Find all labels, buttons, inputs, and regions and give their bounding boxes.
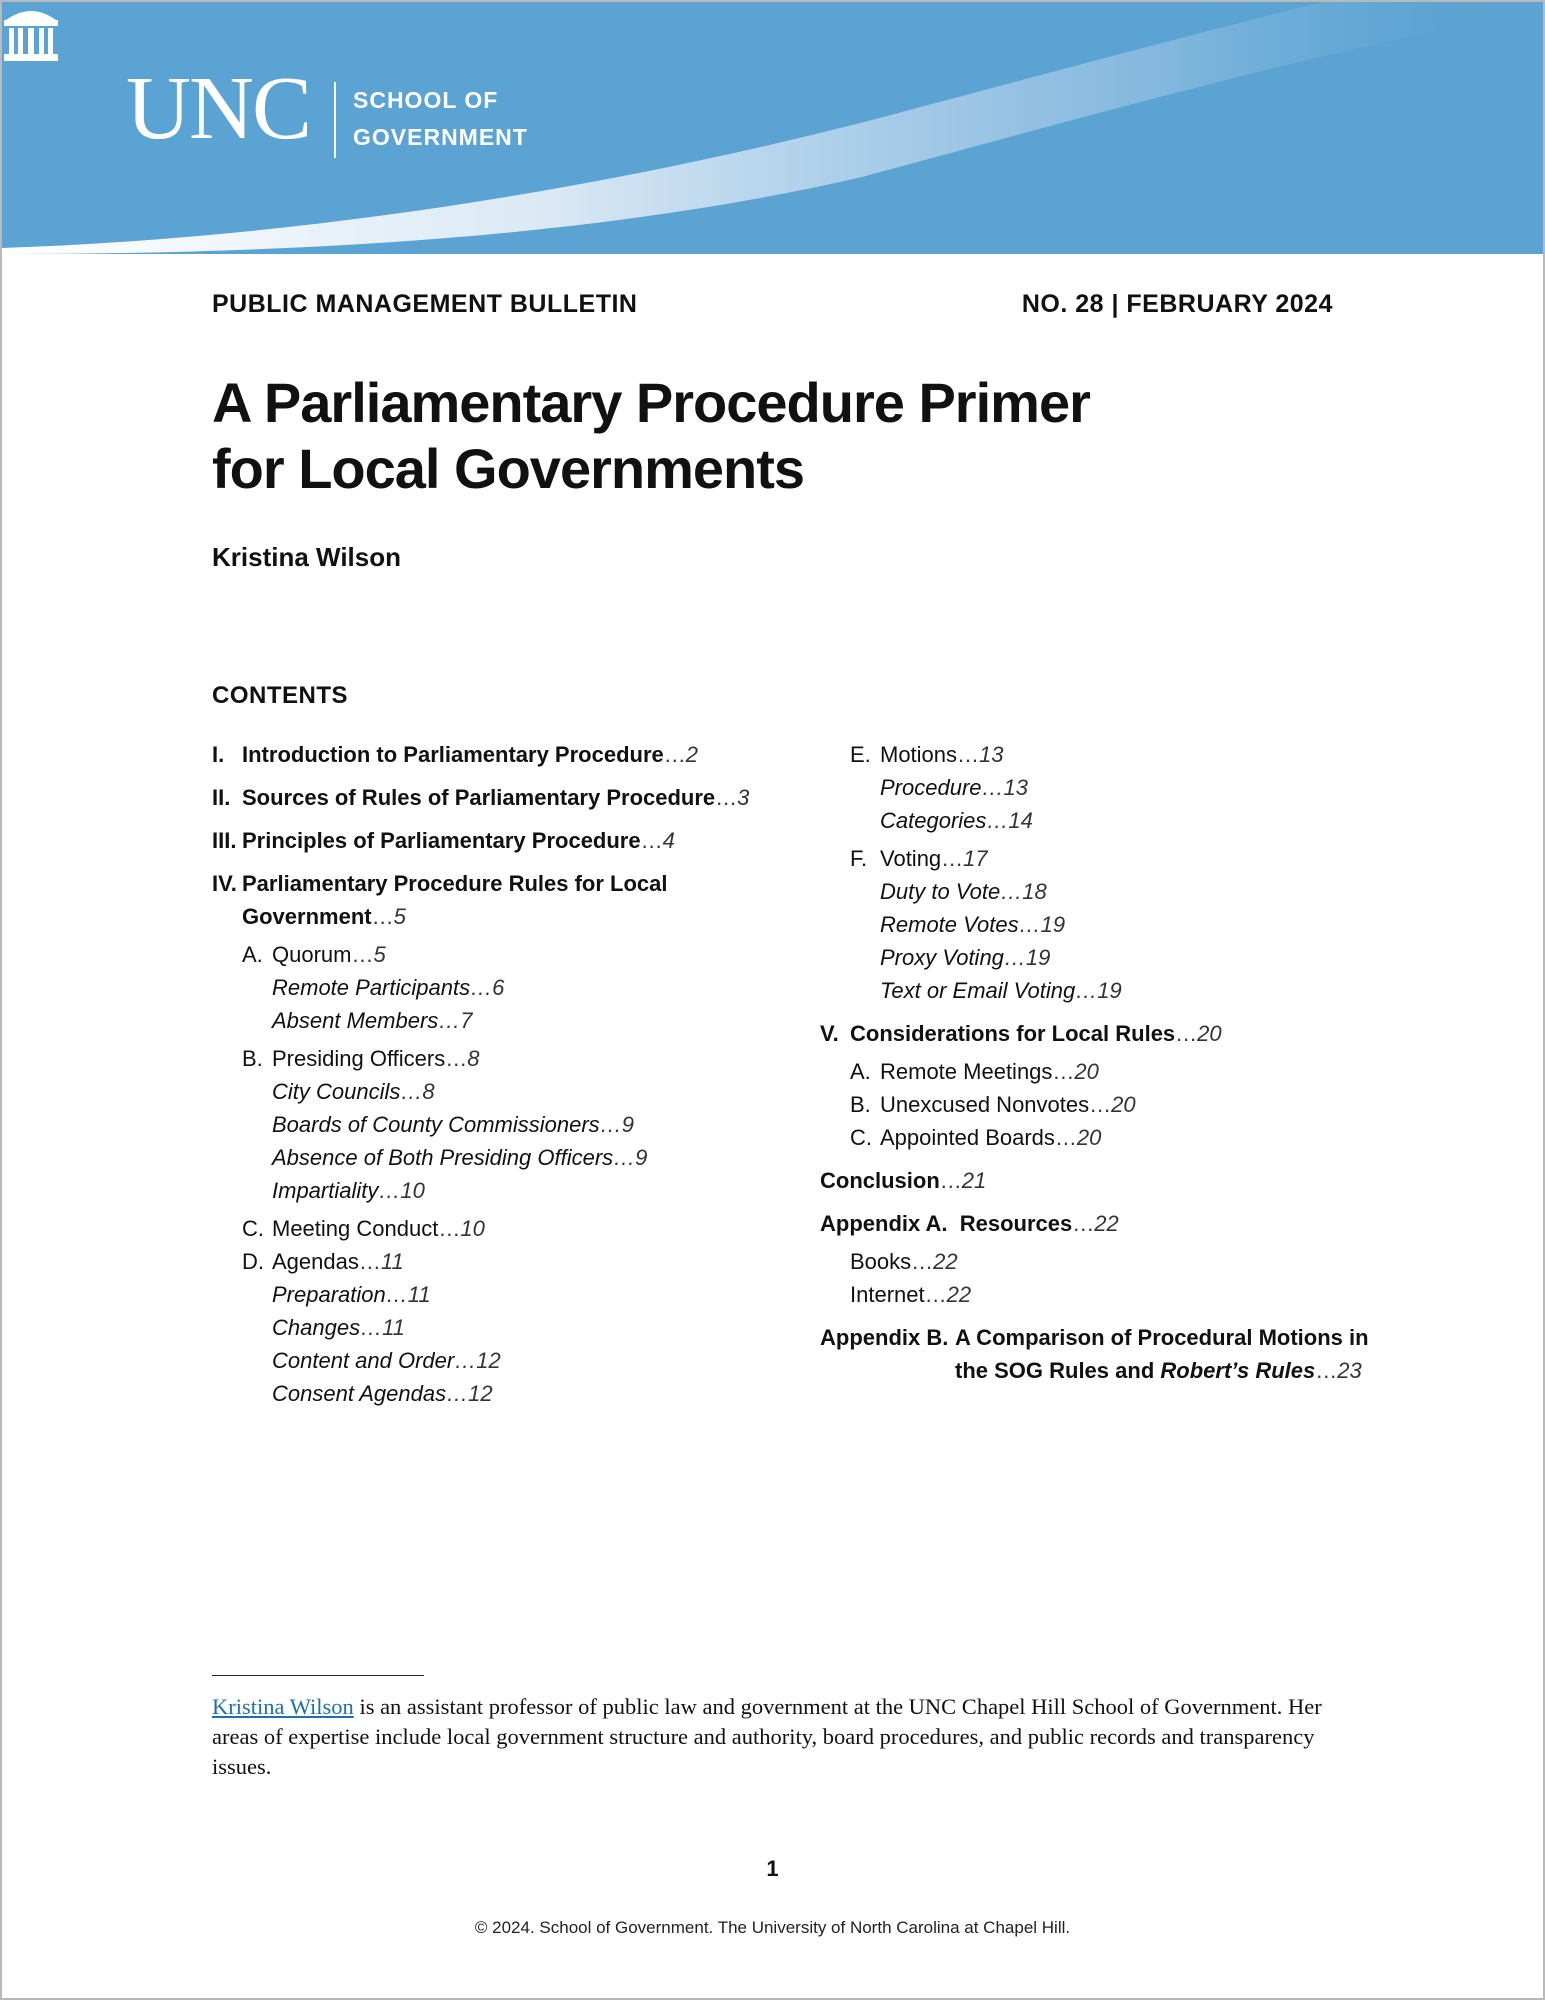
toc-left-column xyxy=(212,738,772,1410)
toc-dots: … xyxy=(1315,1358,1338,1383)
toc-label: Motions xyxy=(880,742,958,767)
toc-label: Procedure xyxy=(880,775,982,800)
toc-entry[interactable] xyxy=(212,1212,772,1245)
toc-page: 8 xyxy=(422,1079,435,1104)
author-name: Kristina Wilson xyxy=(212,542,402,572)
toc-label: City Councils xyxy=(272,1079,401,1104)
toc-dots: … xyxy=(438,1216,461,1241)
toc-dots: … xyxy=(986,808,1009,833)
toc-page: 20 xyxy=(1076,1125,1102,1150)
toc-dots: … xyxy=(371,904,394,929)
toc-dots: … xyxy=(445,1046,468,1071)
logo-subtitle-line2: GOVERNMENT xyxy=(353,124,528,150)
toc-page: 20 xyxy=(1074,1059,1099,1084)
toc-label: Absent Members xyxy=(272,1008,439,1033)
toc-page: 19 xyxy=(1040,912,1066,937)
toc-dots: … xyxy=(454,1348,477,1373)
toc-page: 9 xyxy=(635,1145,648,1170)
toc-label: Remote Votes xyxy=(880,912,1019,937)
toc-number: E. xyxy=(850,742,871,767)
toc-label: Introduction to Parliamentary Procedure xyxy=(242,742,664,767)
issue-label: NO. 28 | FEBRUARY 2024 xyxy=(1021,290,1333,318)
toc-page: 5 xyxy=(393,904,406,929)
bio-text: is an assistant professor of public law and government at the UNC Chapel Hill School of Government. Her areas of expertise include local government structure and authority, board procedures, and public records and transparency issues. xyxy=(212,1694,1322,1779)
toc-entry[interactable] xyxy=(820,1245,1380,1278)
toc-page: 6 xyxy=(492,975,505,1000)
copyright-notice: © 2024. School of Government. The University of North Carolina at Chapel Hill. xyxy=(474,1918,1071,1937)
toc-label: Appendix A. Resources xyxy=(820,1211,1073,1236)
toc-entry[interactable] xyxy=(212,1141,772,1174)
toc-number: IV. xyxy=(212,871,237,896)
toc-label: Principles of Parliamentary Procedure xyxy=(242,828,641,853)
logo-divider xyxy=(334,82,336,158)
toc-page: 20 xyxy=(1111,1092,1136,1117)
toc-page: 20 xyxy=(1197,1021,1222,1046)
toc-page: 13 xyxy=(1003,775,1028,800)
toc-label: Duty to Vote xyxy=(880,879,1001,904)
toc-page: 13 xyxy=(979,742,1004,767)
toc-number: C. xyxy=(850,1125,872,1150)
toc-entry[interactable] xyxy=(212,867,772,900)
toc-label: Proxy Voting xyxy=(880,945,1004,970)
toc-number: A. xyxy=(850,1059,871,1084)
toc-page: 3 xyxy=(737,785,750,810)
toc-right-column xyxy=(820,738,1380,1387)
toc-number: III. xyxy=(212,828,237,853)
toc-entry-continued[interactable] xyxy=(820,1354,1380,1387)
toc-label: Quorum xyxy=(272,942,352,967)
toc-label: Agendas xyxy=(272,1249,359,1274)
toc-number: B. xyxy=(850,1092,871,1117)
toc-page: 11 xyxy=(382,1315,405,1340)
toc-label: Changes xyxy=(272,1315,361,1340)
toc-number: C. xyxy=(242,1216,264,1241)
toc-label: the SOG Rules and xyxy=(955,1358,1155,1383)
toc-label: Presiding Officers xyxy=(272,1046,446,1071)
toc-label: Sources of Rules of Parliamentary Procedure xyxy=(242,785,716,810)
toc-entry[interactable] xyxy=(212,1004,772,1037)
toc-page: 12 xyxy=(468,1381,493,1406)
toc-number: A. xyxy=(242,942,263,967)
toc-dots: … xyxy=(1175,1021,1198,1046)
toc-entry[interactable] xyxy=(820,1321,1380,1354)
toc-number: F. xyxy=(850,846,868,871)
toc-dots: … xyxy=(385,1282,408,1307)
toc-dots: … xyxy=(1075,978,1098,1003)
author-bio xyxy=(212,1692,1332,1782)
footnote-rule xyxy=(212,1675,424,1676)
toc-label-italic: Robert’s Rules xyxy=(1160,1358,1316,1383)
toc-dots: … xyxy=(1072,1211,1095,1236)
toc-entry[interactable] xyxy=(820,804,1380,837)
toc-entry[interactable] xyxy=(212,1108,772,1141)
toc-entry[interactable] xyxy=(820,1017,1380,1050)
toc-label: Books xyxy=(850,1249,912,1274)
toc-label-b: A Comparison of Procedural Motions in xyxy=(955,1325,1369,1350)
toc-label: Voting xyxy=(880,846,942,871)
old-well-icon xyxy=(2,2,60,64)
header-banner xyxy=(2,2,1543,254)
toc-page: 8 xyxy=(467,1046,480,1071)
toc-dots: … xyxy=(613,1145,636,1170)
toc-page: 22 xyxy=(1094,1211,1119,1236)
toc-entry[interactable] xyxy=(212,1075,772,1108)
toc-dots: … xyxy=(358,1249,381,1274)
toc-dots: … xyxy=(1000,879,1023,904)
toc-number: II. xyxy=(212,785,231,810)
toc-entry[interactable] xyxy=(820,1164,1380,1197)
toc-entry[interactable] xyxy=(212,938,772,971)
toc-entry-continued[interactable] xyxy=(212,900,772,933)
toc-dots: … xyxy=(911,1249,934,1274)
toc-dots: … xyxy=(1003,945,1026,970)
toc-page: 17 xyxy=(963,846,988,871)
toc-dots: … xyxy=(981,775,1004,800)
toc-entry[interactable] xyxy=(212,1311,772,1344)
toc-entry[interactable] xyxy=(212,1278,772,1311)
toc-entry[interactable] xyxy=(820,974,1380,1007)
toc-entry[interactable] xyxy=(820,941,1380,974)
toc-page: 19 xyxy=(1025,945,1051,970)
toc-dots: … xyxy=(939,1168,962,1193)
toc-page: 14 xyxy=(1008,808,1033,833)
toc-page: 2 xyxy=(685,742,698,767)
toc-page: 21 xyxy=(961,1168,987,1193)
toc-dots: … xyxy=(1054,1125,1077,1150)
toc-page: 12 xyxy=(476,1348,501,1373)
toc-label: Text or Email Voting xyxy=(880,978,1076,1003)
toc-label: Content and Order xyxy=(272,1348,455,1373)
toc-label: Categories xyxy=(880,808,987,833)
title-line2: for Local Governments xyxy=(212,437,805,500)
toc-label: Preparation xyxy=(272,1282,386,1307)
toc-page: 11 xyxy=(380,1249,404,1274)
toc-label: Parliamentary Procedure Rules for Local xyxy=(242,871,668,896)
toc-label: Absence of Both Presiding Officers xyxy=(272,1145,614,1170)
toc-label: Conclusion xyxy=(820,1168,940,1193)
toc-page: 18 xyxy=(1022,879,1047,904)
toc-label: Internet xyxy=(850,1282,925,1307)
toc-dots: … xyxy=(351,942,374,967)
toc-entry[interactable] xyxy=(820,1278,1380,1311)
toc-label: Appointed Boards xyxy=(880,1125,1055,1150)
toc-label: Boards of County Commissioners xyxy=(272,1112,600,1137)
toc-page: 5 xyxy=(373,942,386,967)
toc-dots: … xyxy=(663,742,686,767)
toc-label: Government xyxy=(242,904,372,929)
toc-page: 10 xyxy=(400,1178,425,1203)
toc-label: Considerations for Local Rules xyxy=(850,1021,1176,1046)
toc-entry[interactable] xyxy=(820,1055,1380,1088)
toc-dots: … xyxy=(715,785,738,810)
toc-number: B. xyxy=(242,1046,263,1071)
toc-number: D. xyxy=(242,1249,264,1274)
toc-label: Unexcused Nonvotes xyxy=(880,1092,1090,1117)
toc-entry[interactable] xyxy=(212,1344,772,1377)
toc-dots: … xyxy=(640,828,663,853)
toc-page: 23 xyxy=(1337,1358,1362,1383)
toc-label: Remote Meetings xyxy=(880,1059,1053,1084)
toc-number: I. xyxy=(212,742,225,767)
toc-entry[interactable] xyxy=(212,738,772,771)
toc-entry[interactable] xyxy=(820,1207,1380,1240)
toc-entry[interactable] xyxy=(212,1174,772,1207)
toc-entry[interactable] xyxy=(820,1121,1380,1154)
page-number: 1 xyxy=(766,1856,779,1881)
toc-entry[interactable] xyxy=(820,771,1380,804)
author-link[interactable]: Kristina Wilson xyxy=(212,1694,354,1719)
toc-entry[interactable] xyxy=(212,1042,772,1075)
toc-dots: … xyxy=(378,1178,401,1203)
toc-dots: … xyxy=(400,1079,423,1104)
toc-page: 4 xyxy=(662,828,675,853)
toc-entry[interactable] xyxy=(820,908,1380,941)
toc-label: Remote Participants xyxy=(272,975,471,1000)
toc-page: 7 xyxy=(460,1008,473,1033)
toc-number: V. xyxy=(820,1021,839,1046)
toc-page: 19 xyxy=(1097,978,1122,1003)
toc-dots: … xyxy=(924,1282,947,1307)
toc-entry[interactable] xyxy=(820,1088,1380,1121)
toc-page: 22 xyxy=(946,1282,972,1307)
toc-dots: … xyxy=(360,1315,383,1340)
toc-entry[interactable] xyxy=(820,738,1380,771)
toc-label: Appendix B. xyxy=(820,1325,949,1350)
toc-entry[interactable] xyxy=(820,875,1380,908)
unc-logo-text: UNC xyxy=(126,59,311,158)
contents-heading: CONTENTS xyxy=(212,682,348,709)
toc-label: Consent Agendas xyxy=(272,1381,447,1406)
toc-page: 10 xyxy=(460,1216,485,1241)
toc-dots: … xyxy=(1089,1092,1112,1117)
toc-dots: … xyxy=(941,846,964,871)
toc-entry[interactable] xyxy=(212,971,772,1004)
toc-dots: … xyxy=(957,742,980,767)
toc-entry[interactable] xyxy=(212,781,772,814)
toc-entry[interactable] xyxy=(212,1245,772,1278)
toc-dots: … xyxy=(1018,912,1041,937)
toc-dots: … xyxy=(438,1008,461,1033)
logo-subtitle-line1: SCHOOL OF xyxy=(353,87,499,113)
toc-entry[interactable] xyxy=(212,1377,772,1410)
toc-label: Meeting Conduct xyxy=(272,1216,439,1241)
toc-page: 9 xyxy=(621,1112,634,1137)
toc-label: Impartiality xyxy=(272,1178,379,1203)
toc-page: 22 xyxy=(933,1249,958,1274)
toc-dots: … xyxy=(599,1112,622,1137)
document-title xyxy=(212,370,1090,502)
bulletin-label: PUBLIC MANAGEMENT BULLETIN xyxy=(212,290,638,318)
title-line1: A Parliamentary Procedure Primer xyxy=(212,371,1090,434)
toc-dots: … xyxy=(470,975,493,1000)
toc-dots: … xyxy=(1052,1059,1075,1084)
toc-entry[interactable] xyxy=(820,842,1380,875)
toc-entry[interactable] xyxy=(212,824,772,857)
toc-dots: … xyxy=(446,1381,469,1406)
toc-page: 11 xyxy=(407,1282,431,1307)
